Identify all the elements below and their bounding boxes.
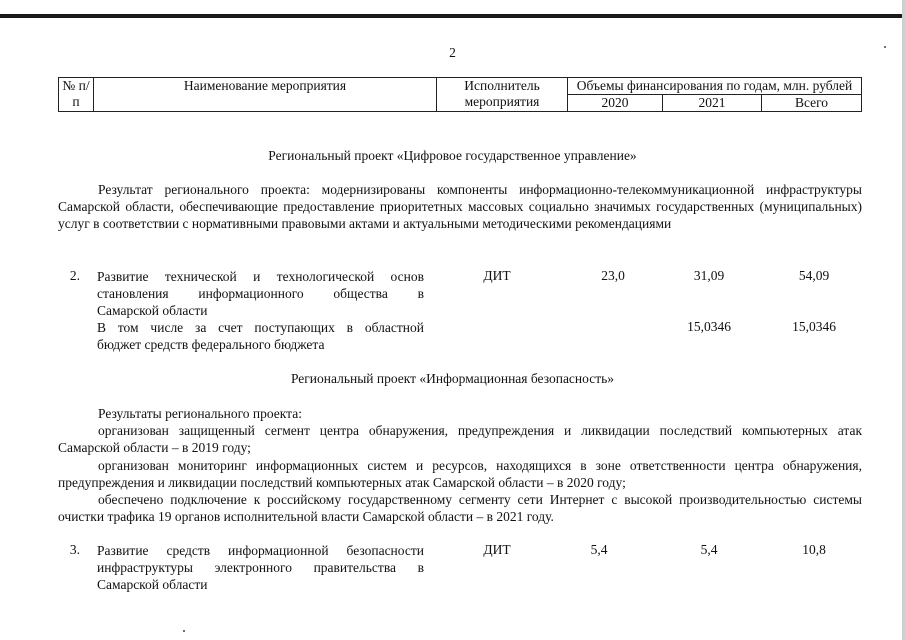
header-year-2020: 2020	[568, 95, 663, 112]
item-value-2020: 23,0	[601, 268, 625, 283]
section-result-paragraph: Результат регионального проекта: модернизированы компоненты информационно-телекоммуникационной инфраструктуры Самарской области, обеспечивающие предоставление приоритетных массовых социально значимых государственных (муниципальных) услуг в соответствии с нормативными правовыми актами и актуальными методическими рекомендациями	[58, 182, 862, 231]
section-title-information-security: Региональный проект «Информационная безопасность»	[290, 371, 615, 386]
scan-speck	[884, 46, 886, 48]
item-name-line: Развитие средств информационной безопасности	[97, 543, 424, 558]
item-name-line: становления информационного общества в	[97, 286, 424, 301]
item-executor: ДИТ	[483, 542, 511, 557]
item-subnote-line: бюджет средств федерального бюджета	[97, 337, 325, 352]
result-item: организован мониторинг информационных систем и ресурсов, находящихся в зоне ответственности центра обнаружения, предупреждения и ликвидации последствий компьютерных атак Самарской области – в 2020 году;	[58, 458, 862, 490]
item-value-2021: 31,09	[693, 268, 725, 283]
section-title-digital-governance: Региональный проект «Цифровое государственное управление»	[268, 148, 637, 163]
funding-table-header	[58, 77, 862, 112]
header-total: Всего	[762, 95, 862, 112]
item-executor: ДИТ	[483, 268, 511, 283]
item-number: 3.	[69, 542, 80, 557]
scan-speck	[183, 630, 185, 632]
results-label: Результаты регионального проекта:	[98, 406, 302, 421]
item-subnote-line: В том числе за счет поступающих в областной	[97, 320, 424, 335]
item-value-2020: 5,4	[590, 542, 608, 557]
item-subnote-value-total: 15,0346	[792, 319, 836, 334]
item-number: 2.	[69, 268, 80, 283]
result-item: организован защищенный сегмент центра обнаружения, предупреждения и ликвидации последствий компьютерных атак Самарской области – в 2019 году;	[58, 423, 862, 455]
page-number: 2	[449, 45, 456, 60]
result-item: обеспечено подключение к российскому государственному сегменту сети Интернет с высокой производительностью системы очистки трафика 19 органов исполнительной власти Самарской области – в 2021 году.	[58, 492, 862, 524]
item-value-total: 10,8	[802, 542, 826, 557]
top-border-line	[0, 14, 905, 18]
item-name-line: Развитие технической и технологической основ	[97, 269, 424, 284]
item-value-total: 54,09	[798, 268, 830, 283]
header-col-executor: Исполнитель мероприятия	[437, 78, 568, 112]
header-col-name: Наименование мероприятия	[94, 78, 437, 112]
header-col-number: № п/п	[59, 78, 94, 112]
item-name	[97, 268, 424, 353]
header-col-funding: Объемы финансирования по годам, млн. рублей	[568, 78, 862, 95]
header-year-2021: 2021	[663, 95, 762, 112]
item-name-line: Самарской области	[97, 577, 208, 592]
item-name-line: Самарской области	[97, 303, 208, 318]
item-subnote-value-2021: 15,0346	[687, 319, 731, 334]
item-name	[97, 542, 424, 593]
item-value-2021: 5,4	[700, 542, 718, 557]
item-name-line: инфраструктуры электронного правительства в	[97, 560, 424, 575]
